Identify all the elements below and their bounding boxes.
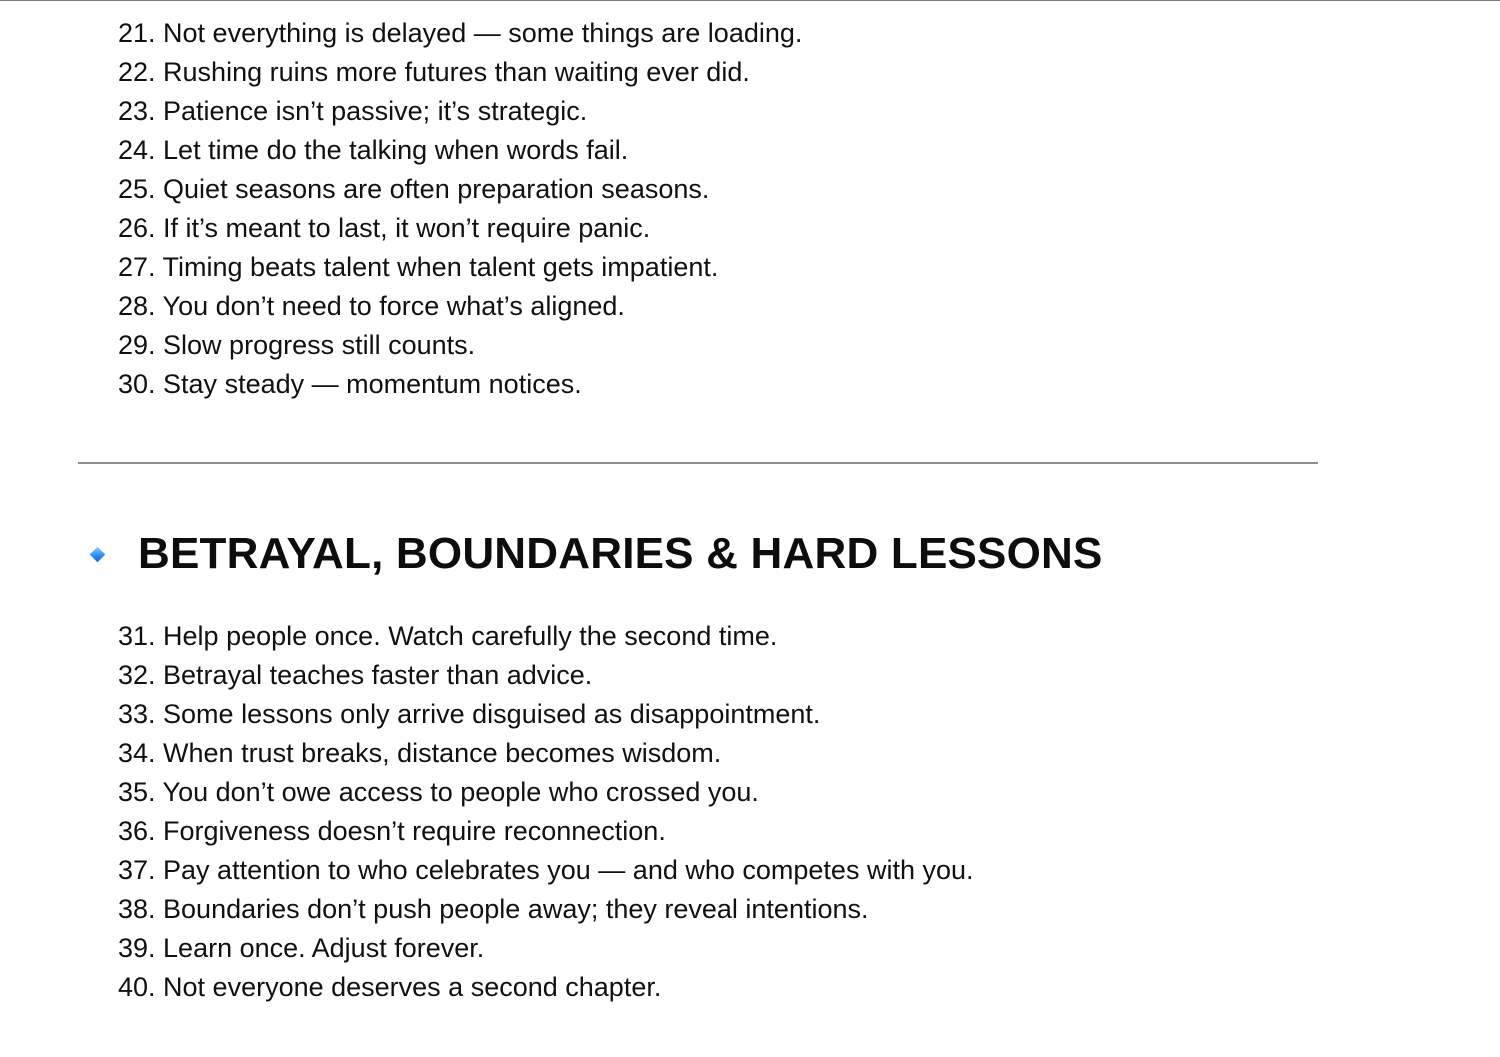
- list-item: 25. Quiet seasons are often preparation seasons.: [118, 174, 710, 204]
- list-item: 24. Let time do the talking when words fail.: [118, 135, 629, 165]
- list-item: 38. Boundaries don’t push people away; they reveal intentions.: [118, 894, 869, 924]
- section-divider: [78, 462, 1318, 464]
- list-item: 31. Help people once. Watch carefully the second time.: [118, 621, 778, 651]
- list-item: 37. Pay attention to who celebrates you — and who competes with you.: [118, 855, 974, 885]
- page-top-edge: [0, 0, 1500, 1]
- quote-list-betrayal: [118, 617, 974, 1007]
- list-item: 21. Not everything is delayed — some things are loading.: [118, 18, 803, 48]
- blue-diamond-icon: [90, 546, 106, 562]
- quote-list-patience: [118, 14, 802, 404]
- list-item: 35. You don’t owe access to people who crossed you.: [118, 777, 759, 807]
- list-item: 34. When trust breaks, distance becomes wisdom.: [118, 738, 722, 768]
- list-item: 39. Learn once. Adjust forever.: [118, 933, 485, 963]
- list-item: 26. If it’s meant to last, it won’t require panic.: [118, 213, 651, 243]
- list-item: 40. Not everyone deserves a second chapter.: [118, 972, 662, 1002]
- section-heading: [88, 524, 1103, 584]
- section-title: BETRAYAL, BOUNDARIES & HARD LESSONS: [138, 529, 1103, 578]
- list-item: 33. Some lessons only arrive disguised as disappointment.: [118, 699, 821, 729]
- list-item: 29. Slow progress still counts.: [118, 330, 476, 360]
- list-item: 23. Patience isn’t passive; it’s strategic.: [118, 96, 588, 126]
- list-item: 32. Betrayal teaches faster than advice.: [118, 660, 593, 690]
- list-item: 27. Timing beats talent when talent gets impatient.: [118, 252, 719, 282]
- list-item: 28. You don’t need to force what’s aligned.: [118, 291, 625, 321]
- list-item: 30. Stay steady — momentum notices.: [118, 369, 582, 399]
- list-item: 36. Forgiveness doesn’t require reconnection.: [118, 816, 666, 846]
- list-item: 22. Rushing ruins more futures than waiting ever did.: [118, 57, 750, 87]
